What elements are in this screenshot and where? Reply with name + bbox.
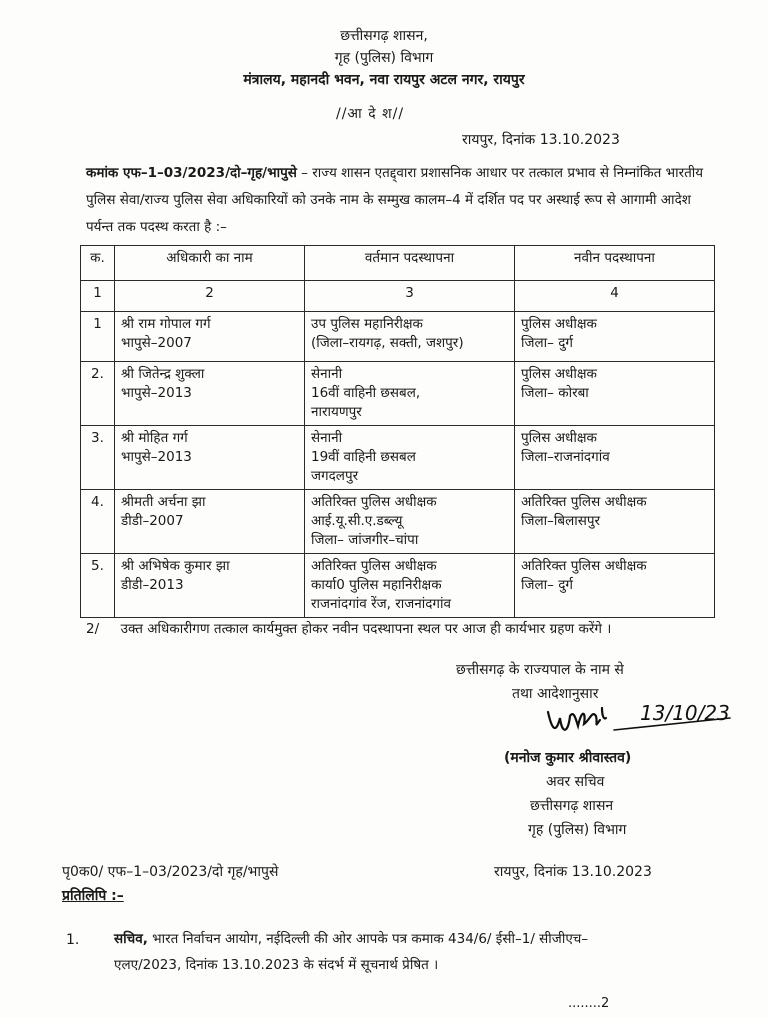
row-sn: 1 bbox=[81, 312, 115, 362]
officer-service: भापुसे–2013 bbox=[121, 385, 192, 401]
posting-table bbox=[80, 245, 715, 618]
new-posting-line: पुलिस अधीक्षक bbox=[521, 366, 597, 382]
row-sn: 4. bbox=[81, 490, 115, 554]
new-posting-line: अतिरिक्त पुलिस अधीक्षक bbox=[521, 494, 647, 510]
officer-name: श्री मोहित गर्ग bbox=[121, 430, 188, 446]
officer-service: भापुसे–2007 bbox=[121, 335, 192, 351]
page-continuation-marker: ........2 bbox=[568, 996, 610, 1011]
officer-name: श्री राम गोपाल गर्ग bbox=[121, 316, 211, 332]
current-posting-line: अतिरिक्त पुलिस अधीक्षक bbox=[311, 558, 437, 574]
current-posting-line: 19वीं वाहिनी छसबल bbox=[311, 449, 416, 465]
current-posting-cell bbox=[305, 426, 515, 490]
col-number: 1 bbox=[81, 281, 115, 312]
officer-service: भापुसे–2013 bbox=[121, 449, 192, 465]
current-posting-line: नारायणपुर bbox=[311, 404, 362, 420]
copy-item-text bbox=[114, 926, 614, 978]
current-posting-cell bbox=[305, 362, 515, 426]
current-posting-cell bbox=[305, 554, 515, 618]
order-body-text: – राज्य शासन एतद्द्वारा प्रशासनिक आधार पर तत्काल प्रभाव से निम्नांकित भारतीय पुलिस सेवा/राज्य पुलिस सेवा अधिकारियों को उनके नाम के सम्मुख कालम–4 में दर्शित पद पर अस्थाई रूप से आगामी आदेश पर्यन्त तक पदस्थ करता है :– bbox=[86, 165, 704, 235]
handwritten-signature bbox=[540, 690, 740, 750]
current-posting-line: राजनांदगांव रेंज, राजनांदगांव bbox=[311, 596, 452, 612]
officer-service: डीडी–2013 bbox=[121, 577, 184, 593]
col-header-officer-name: अधिकारी का नाम bbox=[115, 246, 305, 281]
new-posting-line: जिला–राजनांदगांव bbox=[521, 449, 610, 465]
current-posting-cell bbox=[305, 312, 515, 362]
current-posting-line: कार्या0 पुलिस महानिरीक्षक bbox=[311, 577, 442, 593]
new-posting-line: पुलिस अधीक्षक bbox=[521, 430, 597, 446]
new-posting-line: जिला–बिलासपुर bbox=[521, 513, 601, 529]
order-place-date: रायपुर, दिनांक 13.10.2023 bbox=[462, 132, 620, 148]
paragraph-2-number: 2/ bbox=[86, 621, 100, 637]
signatory-designation: अवर सचिव bbox=[546, 774, 605, 790]
copy-item-number: 1. bbox=[66, 932, 80, 948]
order-reference: कमांक एफ–1–03/2023/दो–गृह/भापुसे bbox=[86, 165, 297, 181]
officer-service: डीडी–2007 bbox=[121, 513, 184, 529]
signature-authority-line1: छत्तीसगढ़ के राज्यपाल के नाम से bbox=[456, 662, 624, 678]
col-number: 4 bbox=[515, 281, 715, 312]
officer-name: श्रीमती अर्चना झा bbox=[121, 494, 206, 510]
new-posting-line: जिला– दुर्ग bbox=[521, 577, 573, 593]
row-sn: 5. bbox=[81, 554, 115, 618]
table-row bbox=[81, 362, 715, 426]
signatory-org-line1: छत्तीसगढ़ शासन bbox=[530, 798, 614, 814]
officer-name: श्री जितेन्द्र शुक्ला bbox=[121, 366, 205, 382]
officer-cell bbox=[115, 490, 305, 554]
order-title: //आ दे श// bbox=[336, 106, 405, 122]
order-body bbox=[86, 160, 704, 241]
row-sn: 2. bbox=[81, 362, 115, 426]
current-posting-line: जिला– जांजगीर–चांपा bbox=[311, 532, 419, 548]
copy-item-recipient: सचिव, bbox=[114, 931, 148, 947]
signatory-org-line2: गृह (पुलिस) विभाग bbox=[528, 822, 627, 838]
officer-cell bbox=[115, 362, 305, 426]
table-row bbox=[81, 490, 715, 554]
officer-cell bbox=[115, 426, 305, 490]
current-posting-cell bbox=[305, 490, 515, 554]
endorsement-reference: पृ0क0/ एफ–1–03/2023/दो गृह/भापुसे bbox=[62, 864, 279, 880]
officer-cell bbox=[115, 312, 305, 362]
current-posting-line: उप पुलिस महानिरीक्षक bbox=[311, 316, 423, 332]
new-posting-cell bbox=[515, 554, 715, 618]
table-row bbox=[81, 312, 715, 362]
signatory-name: (मनोज कुमार श्रीवास्तव) bbox=[504, 750, 632, 766]
header-department-line2: गृह (पुलिस) विभाग bbox=[334, 50, 434, 66]
col-header-new-posting: नवीन पदस्थापना bbox=[515, 246, 715, 281]
signature-authority-line2: तथा आदेशानुसार bbox=[512, 686, 599, 702]
new-posting-cell bbox=[515, 426, 715, 490]
table-row bbox=[81, 554, 715, 618]
new-posting-cell bbox=[515, 490, 715, 554]
current-posting-line: जगदलपुर bbox=[311, 468, 359, 484]
new-posting-line: जिला– कोरबा bbox=[521, 385, 589, 401]
officer-cell bbox=[115, 554, 305, 618]
copy-to-label: प्रतिलिपि :– bbox=[62, 888, 124, 904]
new-posting-cell bbox=[515, 362, 715, 426]
row-sn: 3. bbox=[81, 426, 115, 490]
current-posting-line: सेनानी bbox=[311, 366, 343, 382]
col-number: 3 bbox=[305, 281, 515, 312]
new-posting-line: पुलिस अधीक्षक bbox=[521, 316, 597, 332]
header-department-line1: छत्तीसगढ़ शासन, bbox=[340, 28, 428, 44]
handwritten-date: 13/10/23 bbox=[640, 701, 730, 725]
officer-name: श्री अभिषेक कुमार झा bbox=[121, 558, 230, 574]
new-posting-cell bbox=[515, 312, 715, 362]
paragraph-2 bbox=[86, 616, 704, 643]
endorsement-place-date: रायपुर, दिनांक 13.10.2023 bbox=[494, 864, 652, 880]
col-header-sn: क. bbox=[81, 246, 115, 281]
new-posting-line: अतिरिक्त पुलिस अधीक्षक bbox=[521, 558, 647, 574]
current-posting-line: आई.यू.सी.ए.डब्ल्यू bbox=[311, 513, 403, 529]
current-posting-line: अतिरिक्त पुलिस अधीक्षक bbox=[311, 494, 437, 510]
current-posting-line: 16वीं वाहिनी छसबल, bbox=[311, 385, 421, 401]
copy-item-body: भारत निर्वाचन आयोग, नईदिल्ली की ओर आपके पत्र कमाक 434/6/ ईसी–1/ सीजीएच–एलए/2023, दिनांक 13.10.2023 के संदर्भ में सूचनार्थ प्रेषित । bbox=[114, 931, 589, 973]
col-header-current-posting: वर्तमान पदस्थापना bbox=[305, 246, 515, 281]
table-row bbox=[81, 426, 715, 490]
current-posting-line: (जिला–रायगढ़, सक्ती, जशपुर) bbox=[311, 335, 464, 351]
new-posting-line: जिला– दुर्ग bbox=[521, 335, 573, 351]
col-number: 2 bbox=[115, 281, 305, 312]
paragraph-2-text: उक्त अधिकारीगण तत्काल कार्यमुक्त होकर नवीन पदस्थापना स्थल पर आज ही कार्यभार ग्रहण करेंगे । bbox=[120, 621, 612, 637]
current-posting-line: सेनानी bbox=[311, 430, 343, 446]
column-number-row bbox=[81, 281, 715, 312]
header-address: मंत्रालय, महानदी भवन, नवा रायपुर अटल नगर, रायपुर bbox=[243, 72, 525, 88]
